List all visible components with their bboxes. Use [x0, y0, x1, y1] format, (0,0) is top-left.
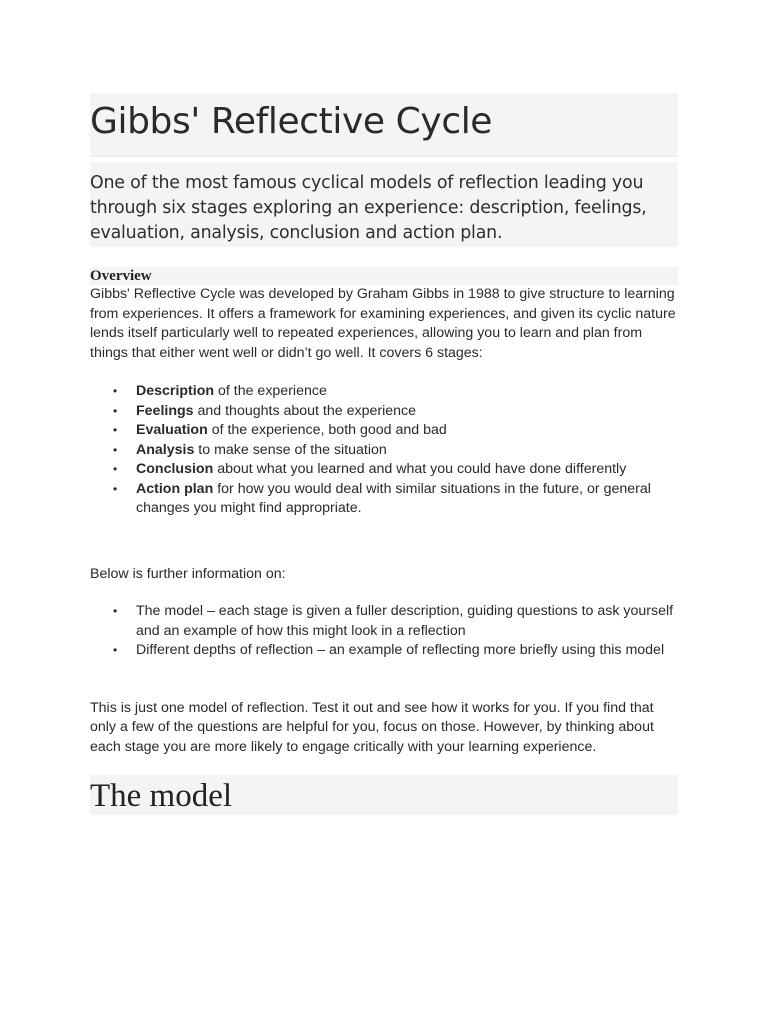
list-item: • Different depths of reflection – an example of reflecting more briefly using this model — [136, 641, 678, 661]
stage-term: Conclusion — [136, 461, 214, 477]
title-block — [90, 93, 678, 157]
subtitle-block — [90, 162, 678, 247]
stage-text: about what you learned and what you could have done differently — [213, 461, 627, 477]
list-item — [136, 441, 678, 461]
stage-term: Action plan — [136, 480, 214, 497]
list-item — [136, 382, 678, 402]
stage-text: of the experience — [214, 383, 327, 399]
list-item — [136, 402, 678, 422]
list-item — [136, 421, 678, 441]
stage-text: for how you would deal with similar situations in the future, or general changes you might find appropriate. — [136, 480, 651, 516]
closing-paragraph: This is just one model of reflection. Test it out and see how it works for you. If you find that only a few of the questions are helpful for you, focus on those. However, by thinking about each stage you are more likely to engage critically with your learning experience. — [90, 699, 654, 755]
overview-intro: Gibbs' Reflective Cycle was developed by Graham Gibbs in 1988 to give structure to learning from experiences. It offers a framework for examining experiences, and given its cyclic nature lends itself particularly well to repeated experiences, allowing you to learn and plan from things that either went well or didn’t go well. It covers 6 stages: — [90, 286, 676, 361]
stage-term: Analysis — [136, 441, 195, 458]
list-item — [136, 460, 678, 480]
page-title: Gibbs' Reflective Cycle — [90, 101, 493, 142]
stage-text: to make sense of the situation — [194, 441, 387, 458]
page-subtitle: One of the most famous cyclical models of reflection leading you through six stages exploring an experience: description, feelings, evaluation, analysis, conclusion and action plan. — [90, 173, 647, 243]
list-item: • The model – each stage is given a fuller description, guiding questions to ask yourself and an example of how this might look in a reflection — [136, 602, 678, 641]
model-heading-block — [90, 775, 678, 815]
list-item — [136, 480, 678, 519]
stages-list — [90, 382, 678, 519]
further-intro: Below is further information on: — [90, 565, 286, 582]
further-list — [90, 602, 678, 661]
overview-heading-block — [90, 267, 678, 285]
stage-text: and thoughts about the experience — [193, 402, 417, 419]
stage-term: Feelings — [136, 402, 194, 419]
document-page — [90, 93, 678, 815]
model-heading: The model — [90, 778, 233, 814]
overview-heading: Overview — [90, 268, 152, 284]
stage-term: Description — [136, 383, 215, 399]
stage-text: of the experience, both good and bad — [207, 422, 447, 438]
stage-term: Evaluation — [136, 422, 208, 438]
